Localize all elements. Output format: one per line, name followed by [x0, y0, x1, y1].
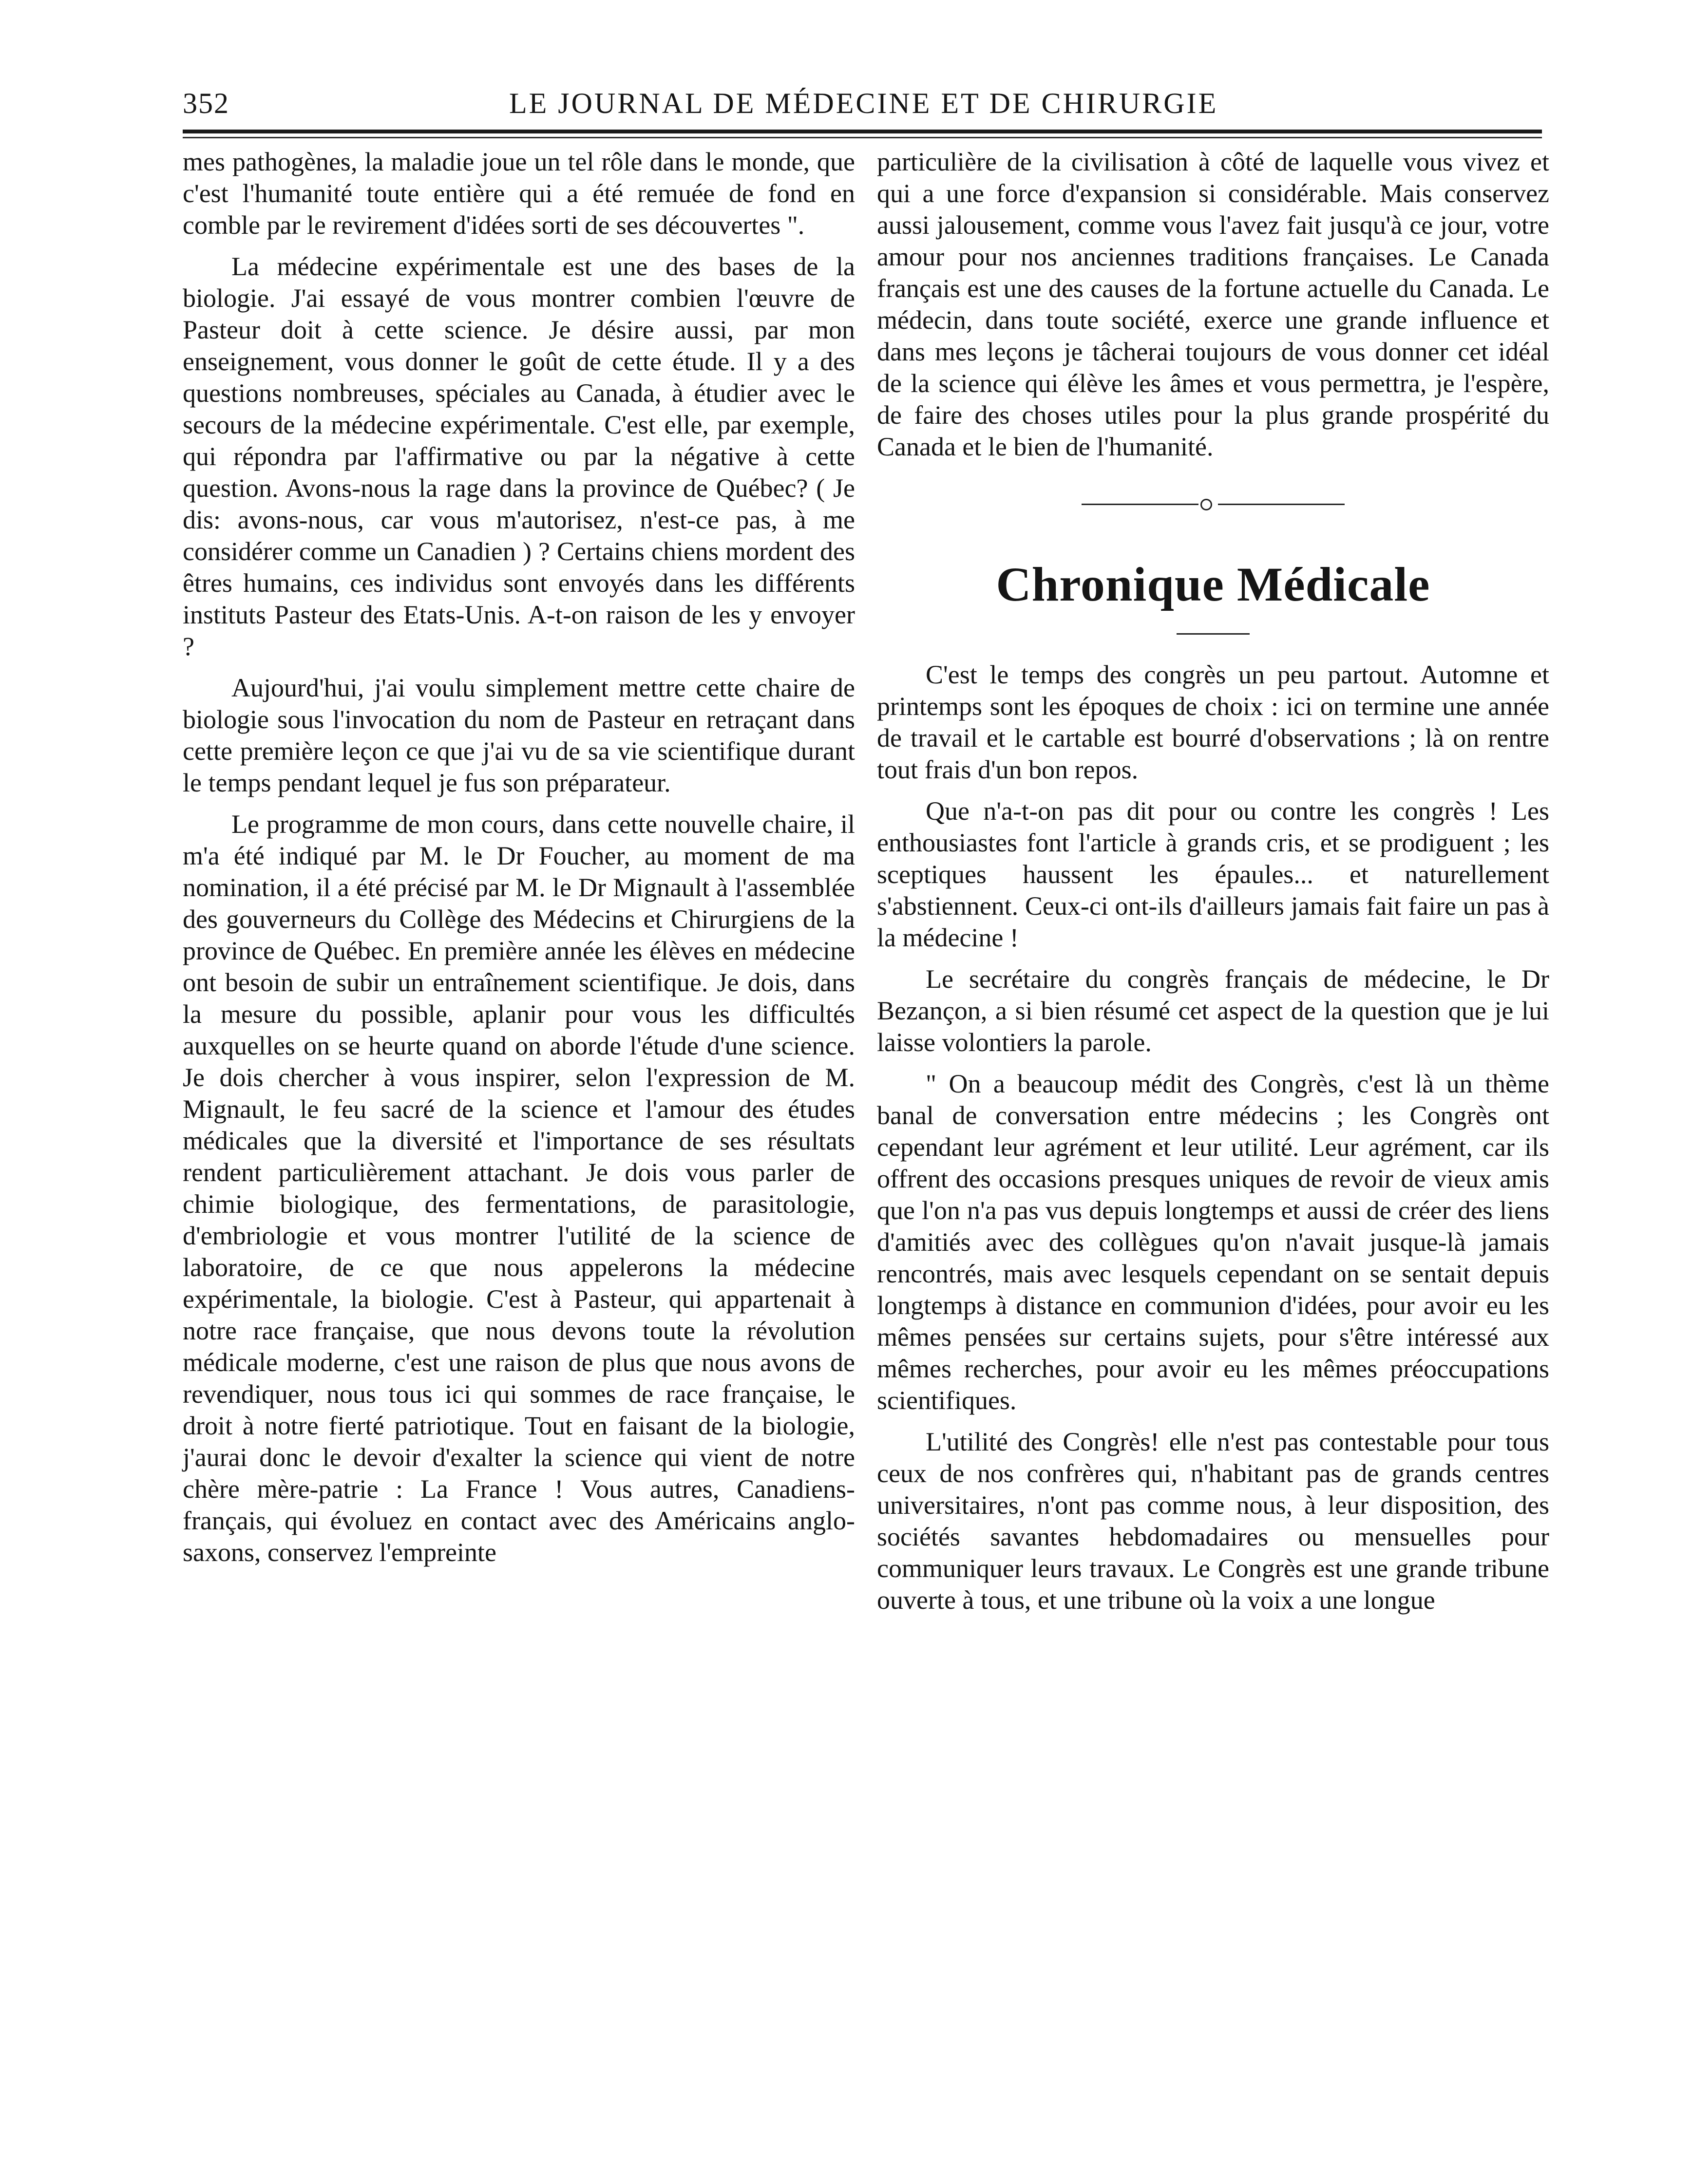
paragraph: mes pathogènes, la maladie joue un tel rôle dans le monde, que c'est l'humanité toute entière qui a été remuée de fond en comble par le revirement d'idées sorti de ses découvertes ". — [183, 147, 855, 240]
paragraph: Le programme de mon cours, dans cette nouvelle chaire, il m'a été indiqué par M. le Dr Foucher, au moment de ma nomination, il a été précisé par M. le Dr Mignault à l'assemblée des gouverneurs du Collège des Médecins et Chirurgiens de la province de Québec. En première année les élèves en médecine ont besoin de subir un entraînement scientifique. Je dois, dans la mesure du possible, aplanir pour vous les difficultés auxquelles on se heurte quand on aborde l'étude d'une science. Je dois chercher à vous inspirer, selon l'expression de M. Mignault, le feu sacré de la science et l'amour des études médicales que la diversité et l'importance de ses résultats rendent particulièrement attachant. Je dois vous parler de chimie biologique, des fermentations, de parasitologie, d'embriologie et vous montrer l'utilité de la science de laboratoire, de ce que nous appelerons la médecine expérimentale, la biologie. C'est à Pasteur, qui appartenait à notre race française, que nous devons toute la révolution médicale moderne, c'est une raison de plus que nous avons de revendiquer, nous tous ici qui sommes de race française, le droit à notre fierté patriotique. Tout en faisant de la biologie, j'aurai donc le devoir d'exalter la science qui vient de notre chère mère-patrie : La France ! Vous autres, Canadiens-français, qui évoluez en contact avec des Américains anglo-saxons, conservez l'empreinte — [183, 810, 855, 1567]
left-column — [183, 146, 855, 1578]
page-number: 352 — [183, 87, 229, 119]
paragraph: La médecine expérimentale est une des bases de la biologie. J'ai essayé de vous montrer combien l'œuvre de Pasteur doit à cette science. Je désire aussi, par mon enseignement, vous donner le goût de cette étude. Il y a des questions nombreuses, spéciales au Canada, à étudier avec le secours de la médecine expérimentale. C'est elle, par exemple, qui répondra par l'affirmative ou par la négative à cette question. Avons-nous la rage dans la province de Québec? ( Je dis: avons-nous, car vous m'autorisez, n'est-ce pas, à me considérer comme un Canadien ) ? Certains chiens mordent des êtres humains, ces individus sont envoyés dans les différents instituts Pasteur des Etats-Unis. A-t-on raison de les y envoyer ? — [183, 252, 855, 661]
paragraph: Que n'a-t-on pas dit pour ou contre les congrès ! Les enthousiastes font l'article à grands cris, et se prodiguent ; les sceptiques haussent les épaules... et naturellement s'abstiennent. Ceux-ci ont-ils d'ailleurs jamais fait faire un pas à la médecine ! — [877, 796, 1549, 952]
divider-line-right — [1218, 504, 1345, 505]
journal-title: LE JOURNAL DE MÉDECINE ET DE CHIRURGIE — [509, 87, 1218, 119]
paragraph: L'utilité des Congrès! elle n'est pas contestable pour tous ceux de nos confrères qui, n'habitant pas de grands centres universitaires, n'ont pas comme nous, à leur disposition, des sociétés savantes hebdomadaires ou mensuelles pour communiquer leurs travaux. Le Congrès est une grande tribune ouverte à tous, et une tribune où la voix a une longue — [877, 1427, 1549, 1615]
paragraph: C'est le temps des congrès un peu partout. Automne et printemps sont les époques de choix : ici on termine une année de travail et le cartable est bourré d'observations ; là on rentre tout frais d'un bon repos. — [877, 660, 1549, 784]
paragraph: Le secrétaire du congrès français de médecine, le Dr Bezançon, a si bien résumé cet aspect de la question que je lui laisse volontiers la parole. — [877, 964, 1549, 1057]
divider-line-left — [1082, 504, 1198, 505]
header-rule-thin — [183, 137, 1542, 138]
right-column — [877, 146, 1549, 1626]
running-head — [183, 87, 1542, 131]
ornamental-divider — [877, 492, 1549, 516]
paragraph: " On a beaucoup médit des Congrès, c'est là un thème banal de conversation entre médecins ; les Congrès ont cependant leur agrément et leur utilité. Leur agrément, car ils offrent des occasions presques uniques de revoir de vieux amis que l'on n'a pas vus depuis longtemps et aussi de créer des liens d'amitiés avec des collègues qu'on n'avait jusque-là jamais rencontrés, mais avec lesquels cependant on se sentait depuis longtemps à distance en communion d'idées, pour avoir eu les mêmes pensées sur certains sujets, pour s'être intéressé aux mêmes recherches, pour avoir eu les mêmes préoccupations scientifiques. — [877, 1069, 1549, 1415]
section-title: Chronique Médicale — [996, 557, 1430, 611]
paragraph: particulière de la civilisation à côté de laquelle vous vivez et qui a une force d'expansion si considérable. Mais conservez aussi jalousement, comme vous l'avez fait jusqu'à ce jour, votre amour pour nos anciennes traditions françaises. Le Canada français est une des causes de la fortune actuelle du Canada. Le médecin, dans toute société, exerce une grande influence et dans mes leçons je tâcherai toujours de vous donner cet idéal de la science qui élève les âmes et vous permettra, je l'espère, de faire des choses utiles pour la plus grande prospérité du Canada et le bien de l'humanité. — [877, 147, 1549, 461]
paragraph: Aujourd'hui, j'ai voulu simplement mettre cette chaire de biologie sous l'invocation du nom de Pasteur en retraçant dans cette première leçon ce que j'ai vu de sa vie scientifique durant le temps pendant lequel je fus son préparateur. — [183, 673, 855, 797]
header-rule-thick — [183, 130, 1542, 133]
divider-circle-icon — [1200, 499, 1212, 510]
section-title-rule — [1177, 633, 1250, 635]
